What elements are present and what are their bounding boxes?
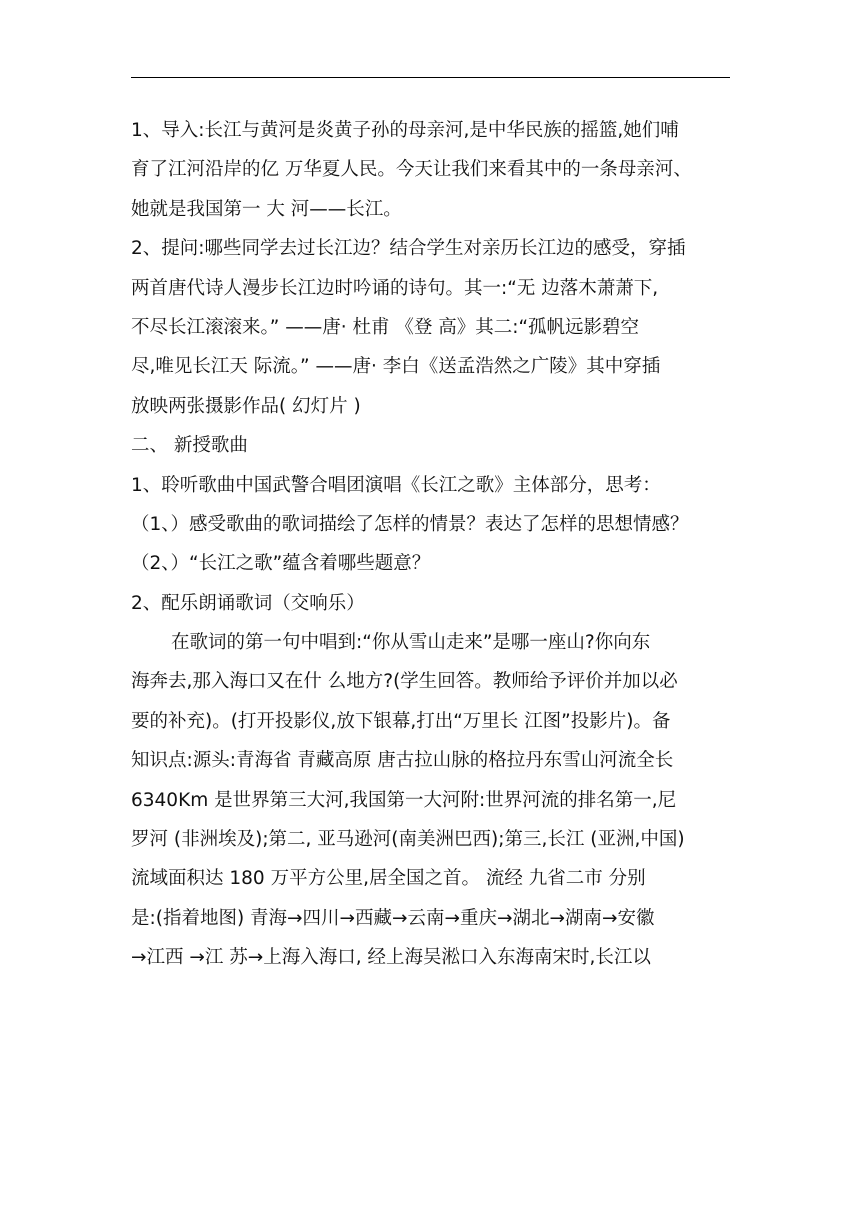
- paragraph-line: 尽,唯见长江天 际流。” ——唐· 李白《送孟浩然之广陵》其中穿插: [131, 356, 661, 378]
- paragraph-line: 海奔去,那入海口又在什 么地方?(学生回答。教师给予评价并加以必: [131, 671, 678, 693]
- paragraph-line: 2、提问:哪些同学去过长江边？结合学生对亲历长江边的感受，穿插: [131, 238, 686, 260]
- paragraph-line: 要的补充)。(打开投影仪,放下银幕,打出“万里长 江图”投影片)。备: [131, 710, 671, 732]
- paragraph-line: 1、导入:长江与黄河是炎黄子孙的母亲河,是中华民族的摇篮,她们哺: [131, 120, 679, 141]
- paragraph-line: 罗河 (非洲埃及);第二, 亚马逊河(南美洲巴西);第三,长江 (亚洲,中国): [131, 829, 685, 851]
- paragraph-line: 育了江河沿岸的亿 万华夏人民。今天让我们来看其中的一条母亲河、: [131, 159, 692, 181]
- paragraph-line: 2、配乐朗诵歌词（交响乐）: [131, 592, 365, 614]
- paragraph-line: 在歌词的第一句中唱到:“你从雪山走来”是哪一座山?你向东: [171, 632, 651, 654]
- section-heading: 二、 新授歌曲: [131, 435, 248, 457]
- header-rule: [131, 77, 730, 78]
- paragraph-line: 不尽长江滚滚来。” ——唐· 杜甫 《登 高》其二:“孤帆远影碧空: [131, 316, 640, 338]
- paragraph-line: 流域面积达 180 万平方公里,居全国之首。 流经 九省二市 分别: [131, 868, 646, 890]
- paragraph-line: 1、聆听歌曲中国武警合唱团演唱《长江之歌》主体部分，思考：: [131, 474, 661, 496]
- document-body: [131, 111, 731, 978]
- paragraph-line: 两首唐代诗人漫步长江边时吟诵的诗句。其一:“无 边落木萧萧下,: [131, 277, 659, 299]
- question-line: （1、）感受歌曲的歌词描绘了怎样的情景？表达了怎样的思想情感？: [131, 513, 689, 535]
- paragraph-line: →江西 →江 苏→上海入海口, 经上海吴淞口入东海南宋时,长江以: [131, 947, 651, 969]
- question-line: （2、）“长江之歌”蕴含着哪些题意？: [131, 553, 431, 575]
- paragraph-line: 是:(指着地图) 青海→四川→西藏→云南→重庆→湖北→湖南→安徽: [131, 907, 655, 929]
- paragraph-line: 6340Km 是世界第三大河,我国第一大河附:世界河流的排名第一,尼: [131, 789, 677, 811]
- paragraph-line: 她就是我国第一 大 河——长江。: [131, 198, 402, 220]
- paragraph-line: 知识点:源头:青海省 青藏高原 唐古拉山脉的格拉丹东雪山河流全长: [131, 750, 674, 772]
- paragraph-line: 放映两张摄影作品( 幻灯片 ): [131, 395, 361, 417]
